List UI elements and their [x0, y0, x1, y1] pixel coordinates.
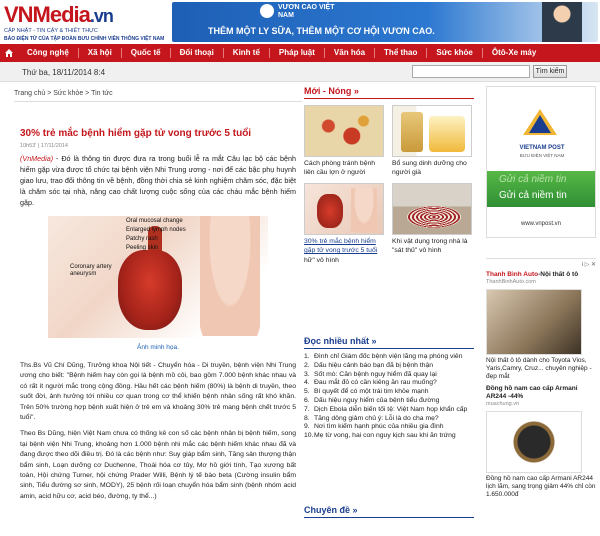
article-paragraph: Theo Bs Dũng, hiện Việt Nam chưa có thống kê con số các bệnh nhân bị bệnh hiếm, song tại bệnh viện Nhi Trung, khoảng hơn 1.000 bệnh nhi mắc các bệnh hiếm khác nhau đã và đang được theo dõi điều trị. Đó là các bệnh như: Suy giáp bẩm sinh, Tăng sản thượng thận bẩm sinh, Loạn dưỡng cơ Duchenne, Thoái hóa cơ tủy, Mơ hồ giới tính, Tạo xương bất toàn, Hội chứng Turner, hội chứng Prader Willi, Bệnh lý tế bào beta (Cường insulin bẩm sinh, Tiểu đường sơ sinh, MODY), 25 bệnh rối loạn chuyển hóa bẩm sinh (bệnh nhóm acid amin, acid hữu cơ, acid béo, đường, ty thể...)	[20, 430, 296, 500]
most-read-item[interactable]: 6. Dấu hiệu nguy hiểm của bệnh tiểu đường	[304, 396, 440, 404]
breadcrumb[interactable]: Trang chủ > Sức khỏe > Tin tức	[14, 90, 113, 97]
logo-suffix: .vn	[89, 6, 113, 26]
article-body	[20, 361, 296, 502]
search-button[interactable]: Tìm kiếm	[533, 65, 567, 78]
thumb-image	[392, 105, 472, 157]
image-label: Patchy rash	[126, 236, 158, 242]
thumb-caption[interactable]: Khi vật dụng trong nhà là "sát thủ" vô hình	[392, 238, 468, 254]
thumb-image	[392, 183, 472, 235]
ad-item[interactable]	[486, 271, 596, 381]
article-image	[48, 216, 268, 338]
article-title: 30% trẻ mắc bệnh hiểm gặp tử vong trước 5 tuổi	[20, 128, 252, 139]
news-thumb[interactable]	[392, 183, 472, 255]
divider	[304, 348, 474, 349]
image-label: Enlarged lymph nodes	[126, 227, 186, 233]
image-heart	[118, 250, 182, 330]
current-date: Thứ ba, 18/11/2014 8:4	[22, 68, 106, 77]
nav-item-quoc-te[interactable]: Quốc tế	[121, 48, 170, 58]
logo-subtag: BÁO ĐIỆN TỬ CỦA TẬP ĐOÀN BƯU CHÍNH VIỄN THÔNG VIỆT NAM	[4, 36, 165, 42]
nav-item-oto-xe-may[interactable]: Ôtô-Xe máy	[482, 48, 545, 58]
nav-item-doi-thoai[interactable]: Đối thoại	[170, 48, 223, 58]
news-thumb[interactable]	[304, 105, 384, 177]
divider	[304, 98, 474, 99]
most-read-item[interactable]: 1. Đình chỉ Giám đốc bệnh viện lãng mạ phóng viên	[304, 353, 463, 360]
main-nav	[0, 44, 600, 62]
most-read-item[interactable]: 9. Nơi tìm kiếm hạnh phúc của nhiều gia đình	[304, 423, 444, 431]
date-bar	[0, 62, 600, 82]
ad-description: Đồng hồ nam cao cấp Armani AR244 lịch lãm, sang trọng giảm 44% chỉ còn 1.650.000đ	[486, 475, 596, 498]
site-header	[0, 0, 600, 44]
ad-image	[486, 411, 582, 473]
topics-section	[304, 505, 474, 518]
image-caption: Ảnh minh họa.	[137, 344, 179, 351]
nav-item-the-thao[interactable]: Thể thao	[374, 48, 426, 58]
vnpost-band	[487, 171, 595, 207]
ad-box	[486, 258, 596, 499]
header-banner-ad[interactable]	[172, 2, 598, 42]
image-label: Oral mucosal change	[126, 218, 183, 224]
nav-item-xa-hoi[interactable]: Xã hội	[78, 48, 121, 58]
news-thumb[interactable]	[304, 183, 384, 255]
banner-title: VƯƠN CAO VIỆT NAM	[278, 4, 335, 19]
logo-tagline: CẬP NHẬT - TIN CẬY & THIẾT THỰC	[4, 28, 98, 34]
ad-domain: muachung.vn	[486, 401, 520, 407]
thumb-caption[interactable]: Bổ sung dinh dưỡng cho người già	[392, 160, 467, 176]
most-read-item[interactable]: 3. Sốt mò: Căn bệnh nguy hiểm đã quay lại	[304, 370, 437, 378]
ad-item[interactable]	[486, 385, 596, 499]
nav-item-phap-luat[interactable]: Pháp luật	[269, 48, 324, 58]
most-read-item[interactable]: 5. Bí quyết để có một trái tim khỏe mạnh	[304, 388, 429, 396]
thumb-image	[304, 105, 384, 157]
banner-logo-icon	[260, 4, 274, 18]
banner-person-image	[542, 2, 582, 42]
newest-title[interactable]: Mới - Nóng »	[304, 86, 359, 96]
search-input[interactable]	[412, 65, 530, 78]
vnpost-sub: BƯU ĐIỆN VIỆT NAM	[519, 153, 565, 158]
most-read-item[interactable]: 7. Dịch Ebola diễn biến tối tệ: Việt Nam họp khẩn cấp	[304, 405, 468, 413]
thumb-image	[304, 183, 384, 235]
image-baby	[200, 216, 260, 336]
ad-choices-icon[interactable]: i ▷ ✕	[581, 261, 596, 268]
site-logo[interactable]	[4, 4, 166, 42]
ad-title: Đồng hồ nam cao cấp Armani AR244 -44%	[486, 385, 578, 400]
most-read-item[interactable]: 8. Tăng dông giảm chủ ý: Lỗi là do cha mẹ?	[304, 414, 439, 422]
nav-item-kinh-te[interactable]: Kinh tế	[223, 48, 269, 58]
vnpost-band-text: Gửi cả niềm tin	[499, 190, 567, 201]
vnpost-name: VIETNAM POST	[519, 145, 565, 151]
nav-item-cong-nghe[interactable]: Công nghệ	[27, 48, 69, 57]
ad-domain: ThanhBinhAuto.com	[486, 279, 536, 285]
ad-title: -Nội thất ô tô	[538, 271, 579, 278]
most-read-item[interactable]: 2. Dấu hiệu cảnh báo bạn đã bị bệnh thận	[304, 361, 434, 369]
article-source: (VnMedia)	[20, 154, 54, 163]
nav-item-van-hoa[interactable]: Văn hóa	[324, 48, 374, 58]
thumb-caption[interactable]: 30% trẻ mắc bệnh hiểm gặp tử vong trước 5 tuổi	[304, 238, 378, 254]
nav-item-suc-khoe[interactable]: Sức khỏe	[426, 48, 481, 58]
home-icon[interactable]	[0, 44, 18, 62]
vnpost-logo-icon	[505, 105, 575, 145]
most-read-title[interactable]: Đọc nhiều nhất »	[304, 336, 377, 346]
image-label: Peeling skin	[126, 245, 159, 251]
most-read-item[interactable]: 4. Đau mắt đỏ có cần kiêng ăn rau muống?	[304, 379, 437, 387]
topics-title[interactable]: Chuyên đề »	[304, 505, 358, 515]
image-label: Coronary artery aneurysm	[70, 264, 112, 277]
banner-slogan: THÊM MỘT LY SỮA, THÊM MỘT CƠ HỘI VƯƠN CAO.	[208, 26, 435, 36]
article-paragraph: Ths.Bs Vũ Chí Dũng, Trưởng khoa Nội tiết - Chuyển hóa - Di truyền, bệnh viện Nhi Trung ương cho biết: "Bệnh hiếm hay còn gọi là bệnh mồ côi, bao gồm 7.000 bệnh khác nhau và có rất ít người mắc trong cộng đồng. Hầu hết các bệnh hiếm (80%) là bệnh di truyền, theo suốt đời, ảnh hưởng tới nhiều cơ quan trong cơ thể khiến bệnh nhân sống rất khó khăn. Trên 50% trường hợp bệnh xuất hiện ở trẻ em và khoảng 30% trẻ mang bệnh chết trước 5 tuổi".	[20, 362, 296, 422]
article-lead-text: - Đó là thông tin được đưa ra trong buổi lễ ra mắt Câu lạc bộ các bệnh hiếm gặp vừa được tổ chức tại bệnh viện Nhi Trung ương - nơi để các bậc phụ huynh giao lưu, trao đổi thông tin về bệnh, đồng thời chia sẻ kinh nghiệm chăm sóc, đặc biệt là chăm sóc tại nhà, nâng cao chất lượng cuộc sống của các cháu mắc bệnh hiếm gặp.	[20, 154, 296, 207]
newest-section	[304, 86, 474, 264]
logo-text: VNMedia	[4, 2, 90, 27]
ad-title-highlight: Thanh Bình Auto	[486, 271, 539, 278]
thumb-caption[interactable]: Cách phòng tránh bệnh liên cầu lợn ở người	[304, 160, 376, 176]
divider	[14, 101, 302, 102]
thumb-caption-overflow: hữ" vô hình	[304, 257, 339, 264]
ad-image	[486, 289, 582, 355]
most-read-section	[304, 336, 474, 441]
most-read-item[interactable]: 10. Mẹ từ vong, hai con nguy kịch sau khi ăn trứng	[304, 432, 456, 440]
article	[20, 106, 296, 508]
vnpost-url: www.vnpost.vn	[520, 221, 562, 227]
vnpost-ad[interactable]	[486, 86, 596, 238]
ad-description: Nội thất ô tô dành cho Toyota Vios, Yaris,Camry, Cruz... chuyên nghiệp - đẹp mắt	[486, 357, 592, 380]
vnpost-band-text: Gửi cả niềm tin	[499, 174, 567, 185]
article-lead	[20, 153, 296, 208]
article-meta: 10h53' | 17/11/2014	[20, 143, 68, 149]
news-thumb[interactable]	[392, 105, 472, 177]
divider	[304, 517, 474, 518]
